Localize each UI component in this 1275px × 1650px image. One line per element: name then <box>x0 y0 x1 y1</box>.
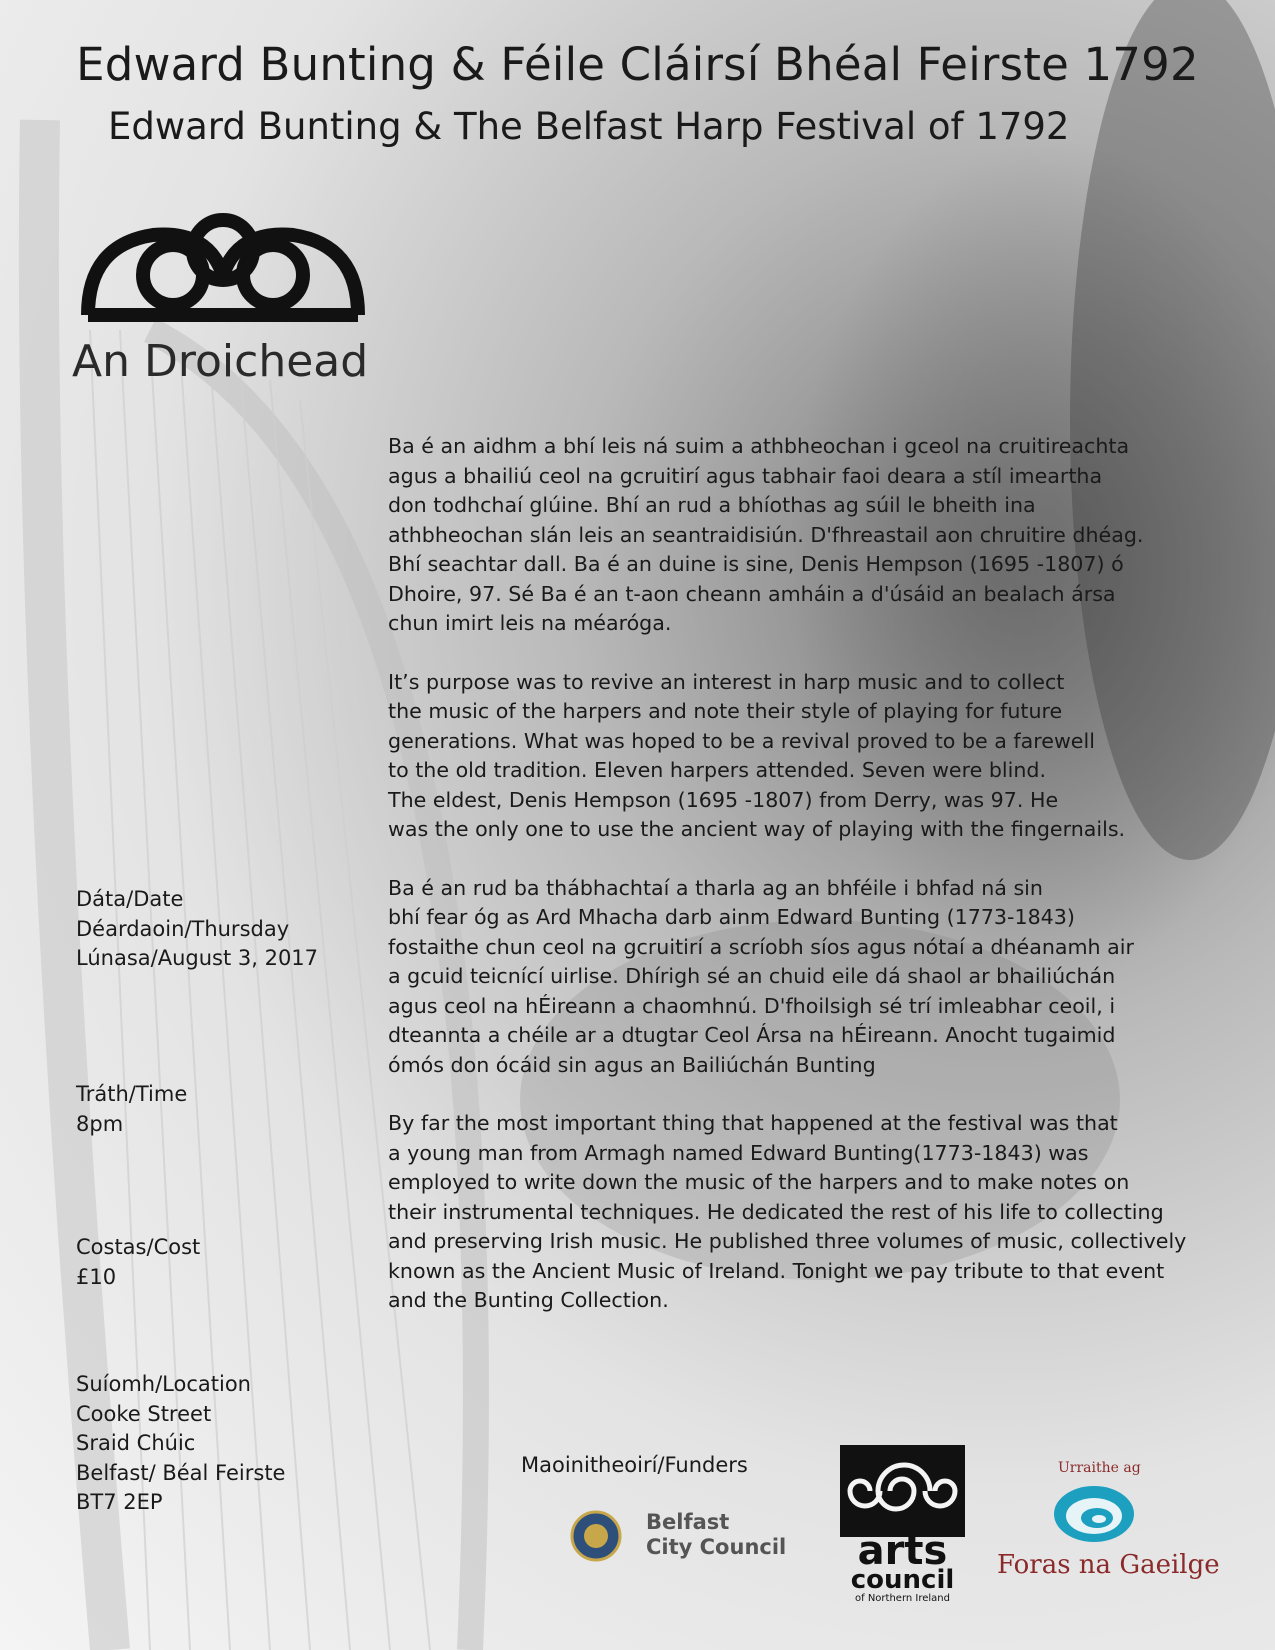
arts-line1: arts <box>857 1528 948 1574</box>
location-line1: Cooke Street <box>76 1401 212 1426</box>
belfast-crest-icon <box>570 1510 622 1562</box>
location-line2: Sraid Chúic <box>76 1431 196 1455</box>
date-day: Déardaoin/Thursday <box>76 916 290 941</box>
fng-sponsor-label: Urraithe ag <box>1058 1460 1141 1476</box>
location-block <box>76 1370 285 1518</box>
time-block <box>76 1080 187 1139</box>
time-label: Tráth/Time <box>76 1082 188 1106</box>
bcc-line1: Belfast <box>646 1510 730 1534</box>
location-line3: Belfast/ Béal Feirste <box>76 1460 286 1485</box>
title-english: Edward Bunting & The Belfast Harp Festival of 1792 <box>108 105 1070 148</box>
paragraph-irish-1: Ba é an aidhm a bhí leis ná suim a athbheochan i gceol na cruitireachta agus a bhailiú ceol na gcruitirí agus tabhair faoi deara a stíl imeartha don todhchaí glúine. Bhí an rud a bhíothas ag súil le bheith ina athbheochan slán leis an seantraidisiún. D'fhreastail aon chruitire dhéag. Bhí seachtar dall. Ba é an duine is sine, Denis Hempson (1695 -1807) ó Dhoire, 97. Sé Ba é an t-aon cheann amháin a d'úsáid an bealach ársa chun imirt leis na méaróga. <box>388 434 1144 635</box>
location-label: Suíomh/Location <box>76 1372 251 1396</box>
bcc-line2: City Council <box>646 1535 787 1559</box>
location-line4: BT7 2EP <box>76 1490 163 1514</box>
paragraph-english-2: By far the most important thing that happened at the festival was that a young man from Armagh named Edward Bunting(1773-1843) was employed to write down the music of the harpers and to make notes on their instrumental techniques. He dedicated the rest of his life to collecting and preserving Irish music. He published three volumes of music, collectively known as the Ancient Music of Ireland. Tonight we pay tribute to that event and the Bunting Collection. <box>388 1111 1187 1312</box>
arts-council-logo <box>840 1445 965 1605</box>
foras-na-gaeilge-name: Foras na Gaeilge <box>997 1550 1220 1580</box>
funders-label: Maoinitheoirí/Funders <box>521 1453 748 1477</box>
foras-na-gaeilge-swirl-icon <box>1052 1482 1137 1547</box>
description-body <box>388 432 1218 1345</box>
an-droichead-logo-text: An Droichead <box>72 336 369 387</box>
date-value: Lúnasa/August 3, 2017 <box>76 946 319 970</box>
arts-line2: council <box>850 1565 955 1595</box>
cost-label: Costas/Cost <box>76 1235 201 1259</box>
paragraph-english-1: It’s purpose was to revive an interest in harp music and to collect the music of the harpers and note their style of playing for future generations. What was hoped to be a revival proved to be a farewell to the old tradition. Eleven harpers attended. Seven were blind. The eldest, Denis Hempson (1695 -1807) from Derry, was 97. He was the only one to use the ancient way of playing with the fingernails. <box>388 669 1126 841</box>
arts-line3: of Northern Ireland <box>855 1593 950 1604</box>
arts-council-spiral-icon <box>840 1445 965 1537</box>
celtic-knot-logo-icon <box>78 205 368 325</box>
date-label: Dáta/Date <box>76 887 184 911</box>
cost-block <box>76 1233 200 1292</box>
cost-value: £10 <box>76 1264 117 1289</box>
date-block <box>76 885 318 974</box>
title-irish: Edward Bunting & Féile Cláirsí Bhéal Feirste 1792 <box>76 38 1199 91</box>
paragraph-irish-2: Ba é an rud ba thábhachtaí a tharla ag an bhféile i bhfad ná sin bhí fear óg as Ard Mhacha darb ainm Edward Bunting (1773-1843) fostaithe chun ceol na gcruitirí a scríobh síos agus nótaí a dhéanamh air a gcuid teicnící uirlise. Dhírigh sé an chuid eile dá shaol ar bhailiúchán agus ceol na hÉireann a chaomhnú. D'fhoilsigh sé trí imleabhar ceoil, i dteannta a chéile ar a dtugtar Ceol Ársa na hÉireann. Anocht tugaimid ómós don ócáid sin agus an Bailiúchán Bunting <box>388 875 1134 1077</box>
time-value: 8pm <box>76 1111 124 1136</box>
belfast-city-council-logo <box>646 1510 786 1560</box>
